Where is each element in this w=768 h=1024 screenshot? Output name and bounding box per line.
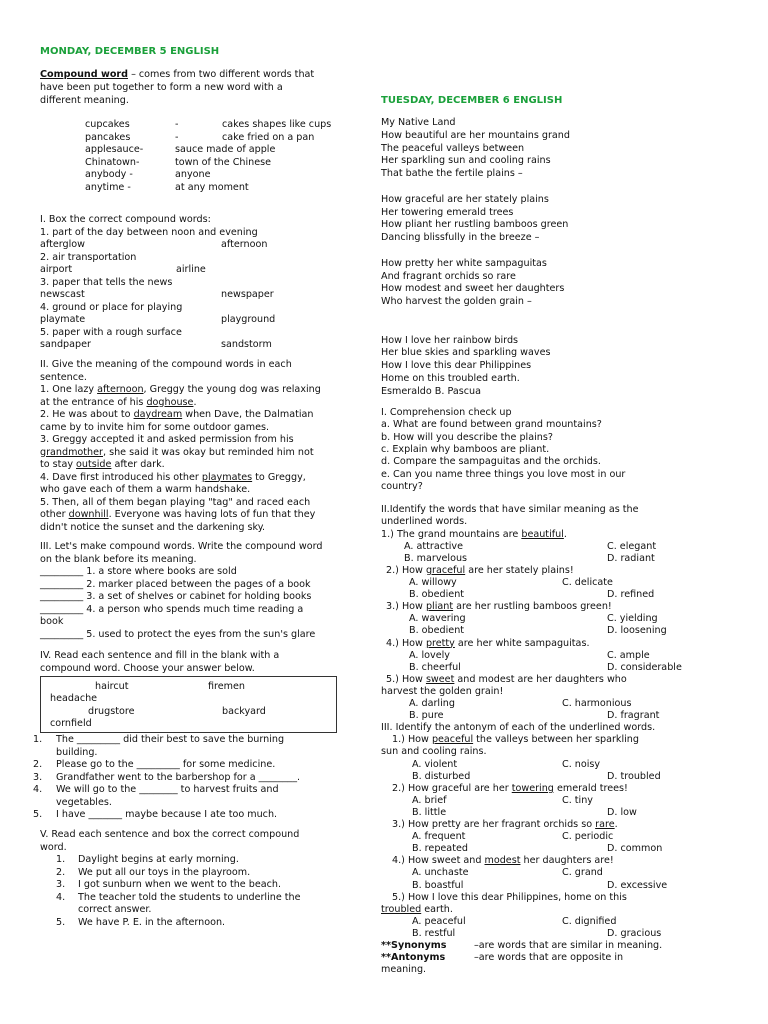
part1-question: 4. ground or place for playing <box>40 301 183 313</box>
choice-d: D. refined <box>607 589 655 601</box>
text-span: emerald trees! <box>553 782 628 794</box>
choice-b: B. restful <box>412 927 456 939</box>
note-term: **Antonyms <box>381 952 446 964</box>
part2-line <box>40 434 294 446</box>
underlined-word: modest <box>484 855 521 867</box>
example-meaning: cakes shapes like cups <box>222 119 332 130</box>
choice-c: C. harmonious <box>562 698 632 709</box>
comprehension-line: country? <box>381 480 423 492</box>
text-span: 5. Then, all of them began playing "tag" and raced each <box>40 496 311 508</box>
choice-d: D. troubled <box>607 770 661 782</box>
text-span: . <box>563 528 567 540</box>
example-meaning: anyone <box>175 169 211 180</box>
choice-a: A. violent <box>412 758 458 770</box>
part3-line: _________ 3. a set of shelves or cabinet for holding books <box>40 591 312 602</box>
antonym-question <box>392 855 614 867</box>
note-definition: –are words that are opposite in <box>474 952 624 964</box>
poem-line: How beautiful are her mountains grand <box>381 129 570 141</box>
poem-line: How I love this dear Philippines <box>381 360 532 372</box>
antonym-question <box>392 734 639 746</box>
word-bank-word: haircut <box>95 681 129 692</box>
part1-question: 5. paper with a rough surface <box>40 326 182 338</box>
part3-line: _________ 2. marker placed between the pages of a book <box>40 578 311 590</box>
example-word: anytime - <box>85 181 131 193</box>
item-number: 1. <box>56 854 66 865</box>
comprehension-line: b. How will you describe the plains? <box>381 431 553 443</box>
choice-b: sandstorm <box>221 339 272 350</box>
text-span: 3.) How <box>386 601 426 613</box>
choice-c: C. elegant <box>607 540 657 552</box>
example-word: applesauce- <box>85 144 144 155</box>
comprehension-line: d. Compare the sampaguitas and the orchids. <box>381 456 601 468</box>
choice-a: afterglow <box>40 239 85 250</box>
underlined-word: beautiful <box>521 528 564 540</box>
text-span: 4.) How <box>386 637 426 649</box>
part5-title: word. <box>40 841 67 853</box>
text-span: . Everyone was having lots of fun that they <box>108 509 316 520</box>
compound-word-definition <box>40 69 314 81</box>
underlined-word: afternoon <box>97 384 144 395</box>
word-bank-word: firemen <box>208 681 246 692</box>
item-number: 3. <box>33 771 43 783</box>
choice-d: D. considerable <box>607 661 682 673</box>
part4-item: I have _______ maybe because I ate too much. <box>56 809 278 820</box>
poem-line: How I love her rainbow birds <box>381 334 519 346</box>
antonym-question <box>392 783 628 795</box>
comprehension-line: I. Comprehension check up <box>381 407 512 418</box>
poem-line: How pretty her white sampaguitas <box>381 257 547 269</box>
text-span: 4.) How sweet and <box>392 855 485 867</box>
text-span: are her stately plains! <box>465 564 574 576</box>
text-span: , Greggy the young dog was relaxing <box>143 384 321 395</box>
text-span: 5.) How <box>386 673 426 685</box>
text-span: . <box>614 819 618 830</box>
underlined-word: peaceful <box>431 734 474 746</box>
example-meaning: at any moment <box>175 181 249 193</box>
item-number: 3. <box>56 879 66 890</box>
part4-title: IV. Read each sentence and fill in the blank with a <box>40 650 280 661</box>
part3-line: III. Let's make compound words. Write the compound word <box>40 541 323 552</box>
word-bank-word: drugstore <box>88 706 135 717</box>
part4-item: building. <box>56 746 98 758</box>
underlined-word: rare <box>595 819 615 830</box>
choice-d: D. common <box>607 843 663 855</box>
choice-a: newscast <box>40 289 85 300</box>
item-number: 5. <box>33 809 43 820</box>
choice-b: B. cheerful <box>409 661 461 673</box>
part2-line <box>40 459 165 471</box>
poem-line: Her blue skies and sparkling waves <box>381 347 551 359</box>
text-span: are her rustling bamboos green! <box>453 601 612 613</box>
text-span: her daughters are! <box>520 855 614 867</box>
poem-line: How modest and sweet her daughters <box>381 283 565 295</box>
text-span: earth. <box>421 903 453 915</box>
part4-title: compound word. Choose your answer below. <box>40 662 255 674</box>
antonym-question: sun and cooling rains. <box>381 746 487 758</box>
text-span: . <box>193 396 197 408</box>
choice-a: airport <box>40 264 73 275</box>
item-number: 2. <box>33 759 43 770</box>
text-span: 4. Dave first introduced his other <box>40 471 202 483</box>
example-word: cupcakes <box>85 119 130 130</box>
poem-line: Dancing blissfully in the breeze – <box>381 232 540 244</box>
part2-line <box>40 447 314 459</box>
underlined-word: doghouse <box>146 396 194 408</box>
term-compound-word: Compound word <box>40 69 129 80</box>
text-span: 2.) How <box>386 564 426 576</box>
part5-item: The teacher told the students to underline the <box>78 891 301 903</box>
choice-a: playmate <box>40 314 86 325</box>
choice-d: D. gracious <box>607 927 662 939</box>
part3-line: _________ 5. used to protect the eyes from the sun's glare <box>40 628 316 640</box>
item-number: 4. <box>56 891 66 903</box>
synonym-question <box>386 565 574 577</box>
text-span: didn't notice the sunset and the darkening sky. <box>40 521 266 533</box>
note-definition: meaning. <box>381 964 427 976</box>
part3-line: _________ 4. a person who spends much time reading a <box>40 603 304 615</box>
poem-line: Esmeraldo B. Pascua <box>381 385 481 397</box>
choice-c: C. delicate <box>562 577 613 588</box>
antonym-question <box>392 892 627 904</box>
choice-d: D. fragrant <box>607 710 660 722</box>
choice-a: A. unchaste <box>412 867 469 879</box>
definition-line: different meaning. <box>40 95 129 106</box>
text-span: 1.) The grand mountains are <box>381 528 522 540</box>
antonyms-title: III. Identify the antonym of each of the underlined words. <box>381 722 656 734</box>
underlined-word: pretty <box>425 637 455 649</box>
choice-b: B. little <box>412 806 447 818</box>
choice-a: A. lovely <box>409 649 450 661</box>
part4-item: vegetables. <box>56 796 112 808</box>
choice-b: B. boastful <box>412 879 464 891</box>
poem-line: Who harvest the golden grain – <box>381 296 532 308</box>
part3-line: _________ 1. a store where books are sold <box>40 566 237 577</box>
text-span: at the entrance of his <box>40 396 147 408</box>
example-dash: - <box>175 119 179 130</box>
part5-item: I got sunburn when we went to the beach. <box>78 879 282 890</box>
word-bank-word: cornfield <box>50 718 92 729</box>
underlined-word: daydream <box>133 409 183 420</box>
item-number: 5. <box>56 916 66 928</box>
choice-a: A. peaceful <box>412 915 466 927</box>
part2-line <box>40 509 315 521</box>
synonym-question <box>386 601 612 613</box>
definition-line: have been put together to form a new word with a <box>40 82 283 93</box>
choice-b: newspaper <box>221 289 274 300</box>
underlined-word: towering <box>511 782 554 794</box>
item-number: 1. <box>33 734 43 745</box>
part2-line <box>40 472 306 484</box>
underlined-word: downhill <box>68 509 109 520</box>
part5-item: We put all our toys in the playroom. <box>78 866 251 878</box>
text-span: 3. Greggy accepted it and asked permission from his <box>40 434 294 445</box>
part2-line <box>40 372 87 384</box>
poem-line: How pliant her rustling bamboos green <box>381 219 569 231</box>
underlined-word: pliant <box>425 601 454 613</box>
poem-line: The peaceful valleys between <box>381 142 525 154</box>
antonym-question <box>381 904 453 916</box>
choice-a: sandpaper <box>40 339 91 350</box>
part5-item: Daylight begins at early morning. <box>78 854 239 865</box>
antonym-question <box>392 819 618 831</box>
word-bank-word: backyard <box>222 706 266 717</box>
choice-a: A. darling <box>409 698 455 709</box>
choice-c: C. yielding <box>607 613 658 625</box>
text-span: 5.) How I love this dear Philippines, home on this <box>392 891 627 903</box>
comprehension-line: a. What are found between grand mountains? <box>381 419 602 431</box>
monday-heading: MONDAY, DECEMBER 5 ENGLISH <box>40 46 220 57</box>
poem-line: And fragrant orchids so rare <box>381 270 516 282</box>
part4-item: Please go to the _________ for some medicine. <box>56 759 276 770</box>
underlined-word: outside <box>76 459 112 470</box>
part5-item: correct answer. <box>78 904 152 915</box>
example-meaning: cake fried on a pan <box>222 131 315 143</box>
poem-line: Her sparkling sun and cooling rains <box>381 155 551 167</box>
part4-item: We will go to the ________ to harvest fruits and <box>56 784 279 795</box>
choice-d: D. loosening <box>607 625 667 637</box>
part1-question: 2. air transportation <box>40 251 137 263</box>
choice-a: A. wavering <box>409 613 466 625</box>
choice-c: C. noisy <box>562 758 601 770</box>
example-word: anybody - <box>85 169 133 180</box>
part2-line <box>40 397 197 409</box>
choice-c: C. periodic <box>562 831 614 843</box>
choice-d: D. radiant <box>607 552 655 564</box>
note-term: **Synonyms <box>381 940 447 951</box>
text-span: 1.) How <box>392 734 432 746</box>
poem-line: Her towering emerald trees <box>381 206 514 218</box>
poem-line: Home on this troubled earth. <box>381 373 520 384</box>
synonym-question <box>386 674 627 686</box>
part2-line <box>40 409 313 421</box>
poem-line: That bathe the fertile plains – <box>381 168 523 180</box>
comprehension-line: c. Explain why bamboos are pliant. <box>381 443 550 455</box>
text-span: 2. He was about to <box>40 409 134 420</box>
choice-b: B. obedient <box>409 589 465 601</box>
example-dash: - <box>175 131 179 143</box>
text-span: the valleys between her sparkling <box>473 734 639 746</box>
part2-line <box>40 384 321 396</box>
underlined-word: grandmother <box>40 446 103 458</box>
choice-c: C. dignified <box>562 915 617 927</box>
part4-item: Grandfather went to the barbershop for a ________. <box>56 771 301 783</box>
choice-c: C. grand <box>562 867 603 879</box>
part3-line: book <box>40 616 64 627</box>
choice-d: D. excessive <box>607 879 668 891</box>
part2-line <box>40 522 265 534</box>
choice-b: B. marvelous <box>404 552 468 564</box>
example-meaning: town of the Chinese <box>175 156 272 168</box>
choice-a: A. willowy <box>409 577 457 588</box>
part2-line <box>40 359 292 371</box>
note-definition: –are words that are similar in meaning. <box>474 940 663 951</box>
choice-b: playground <box>221 314 276 325</box>
item-number: 2. <box>56 866 66 878</box>
synonym-question: harvest the golden grain! <box>381 685 504 697</box>
text-span: who gave each of them a warm handshake. <box>40 484 251 495</box>
text-span: are her white sampaguitas. <box>454 637 590 649</box>
text-span: to stay <box>40 459 77 470</box>
text-span: when Dave, the Dalmatian <box>182 409 314 420</box>
text-span: – comes from two different words that <box>128 69 315 80</box>
choice-b: B. repeated <box>412 843 468 855</box>
part2-line <box>40 484 250 496</box>
part1-question: 3. paper that tells the news <box>40 276 173 288</box>
choice-b: B. disturbed <box>412 770 471 782</box>
text-span: and modest are her daughters who <box>454 673 627 685</box>
text-span: other <box>40 509 69 520</box>
example-word: Chinatown- <box>85 156 140 168</box>
example-meaning: sauce made of apple <box>175 144 276 155</box>
word-bank-word: headache <box>50 693 98 704</box>
underlined-word: graceful <box>425 564 466 576</box>
synonym-question <box>381 529 567 541</box>
choice-a: A. brief <box>412 794 447 806</box>
synonyms-title: II.Identify the words that have similar meaning as the <box>381 504 639 515</box>
item-number: 4. <box>33 784 43 795</box>
text-span: 3.) How pretty are her fragrant orchids so <box>392 819 596 830</box>
comprehension-line: e. Can you name three things you love most in our <box>381 468 626 480</box>
tuesday-heading: TUESDAY, DECEMBER 6 ENGLISH <box>381 95 563 106</box>
choice-b: afternoon <box>221 239 268 250</box>
poem-line: My Native Land <box>381 117 456 128</box>
part1-title: I. Box the correct compound words: <box>40 214 211 225</box>
text-span: after dark. <box>111 459 165 470</box>
underlined-word: troubled <box>381 903 422 915</box>
part5-title: V. Read each sentence and box the correct compound <box>40 829 300 840</box>
underlined-word: playmates <box>201 471 253 483</box>
choice-d: D. low <box>607 806 637 818</box>
choice-c: C. ample <box>607 649 650 661</box>
part3-line: on the blank before its meaning. <box>40 553 197 565</box>
part5-item: We have P. E. in the afternoon. <box>78 916 226 928</box>
text-span: came by to invite him for some outdoor games. <box>40 421 270 433</box>
part2-line <box>40 422 269 434</box>
text-span: 2.) How graceful are her <box>392 782 512 794</box>
part4-item: The _________ did their best to save the burning <box>56 734 285 745</box>
example-word: pancakes <box>85 131 131 143</box>
choice-b: B. obedient <box>409 625 465 637</box>
text-span: II. Give the meaning of the compound words in each <box>40 359 292 370</box>
choice-b: airline <box>176 264 206 275</box>
part2-line <box>40 497 310 509</box>
text-span: 1. One lazy <box>40 384 98 395</box>
choice-b: B. pure <box>409 710 444 722</box>
synonyms-title: underlined words. <box>381 516 468 528</box>
choice-c: C. tiny <box>562 794 593 806</box>
text-span: , she said it was okay but reminded him not <box>103 446 314 458</box>
choice-a: A. attractive <box>404 540 464 552</box>
part1-question: 1. part of the day between noon and evening <box>40 226 258 238</box>
poem-line: How graceful are her stately plains <box>381 193 549 205</box>
choice-a: A. frequent <box>412 831 466 843</box>
underlined-word: sweet <box>425 673 455 685</box>
synonym-question <box>386 638 590 650</box>
text-span: to Greggy, <box>252 471 306 483</box>
text-span: sentence. <box>40 371 87 383</box>
